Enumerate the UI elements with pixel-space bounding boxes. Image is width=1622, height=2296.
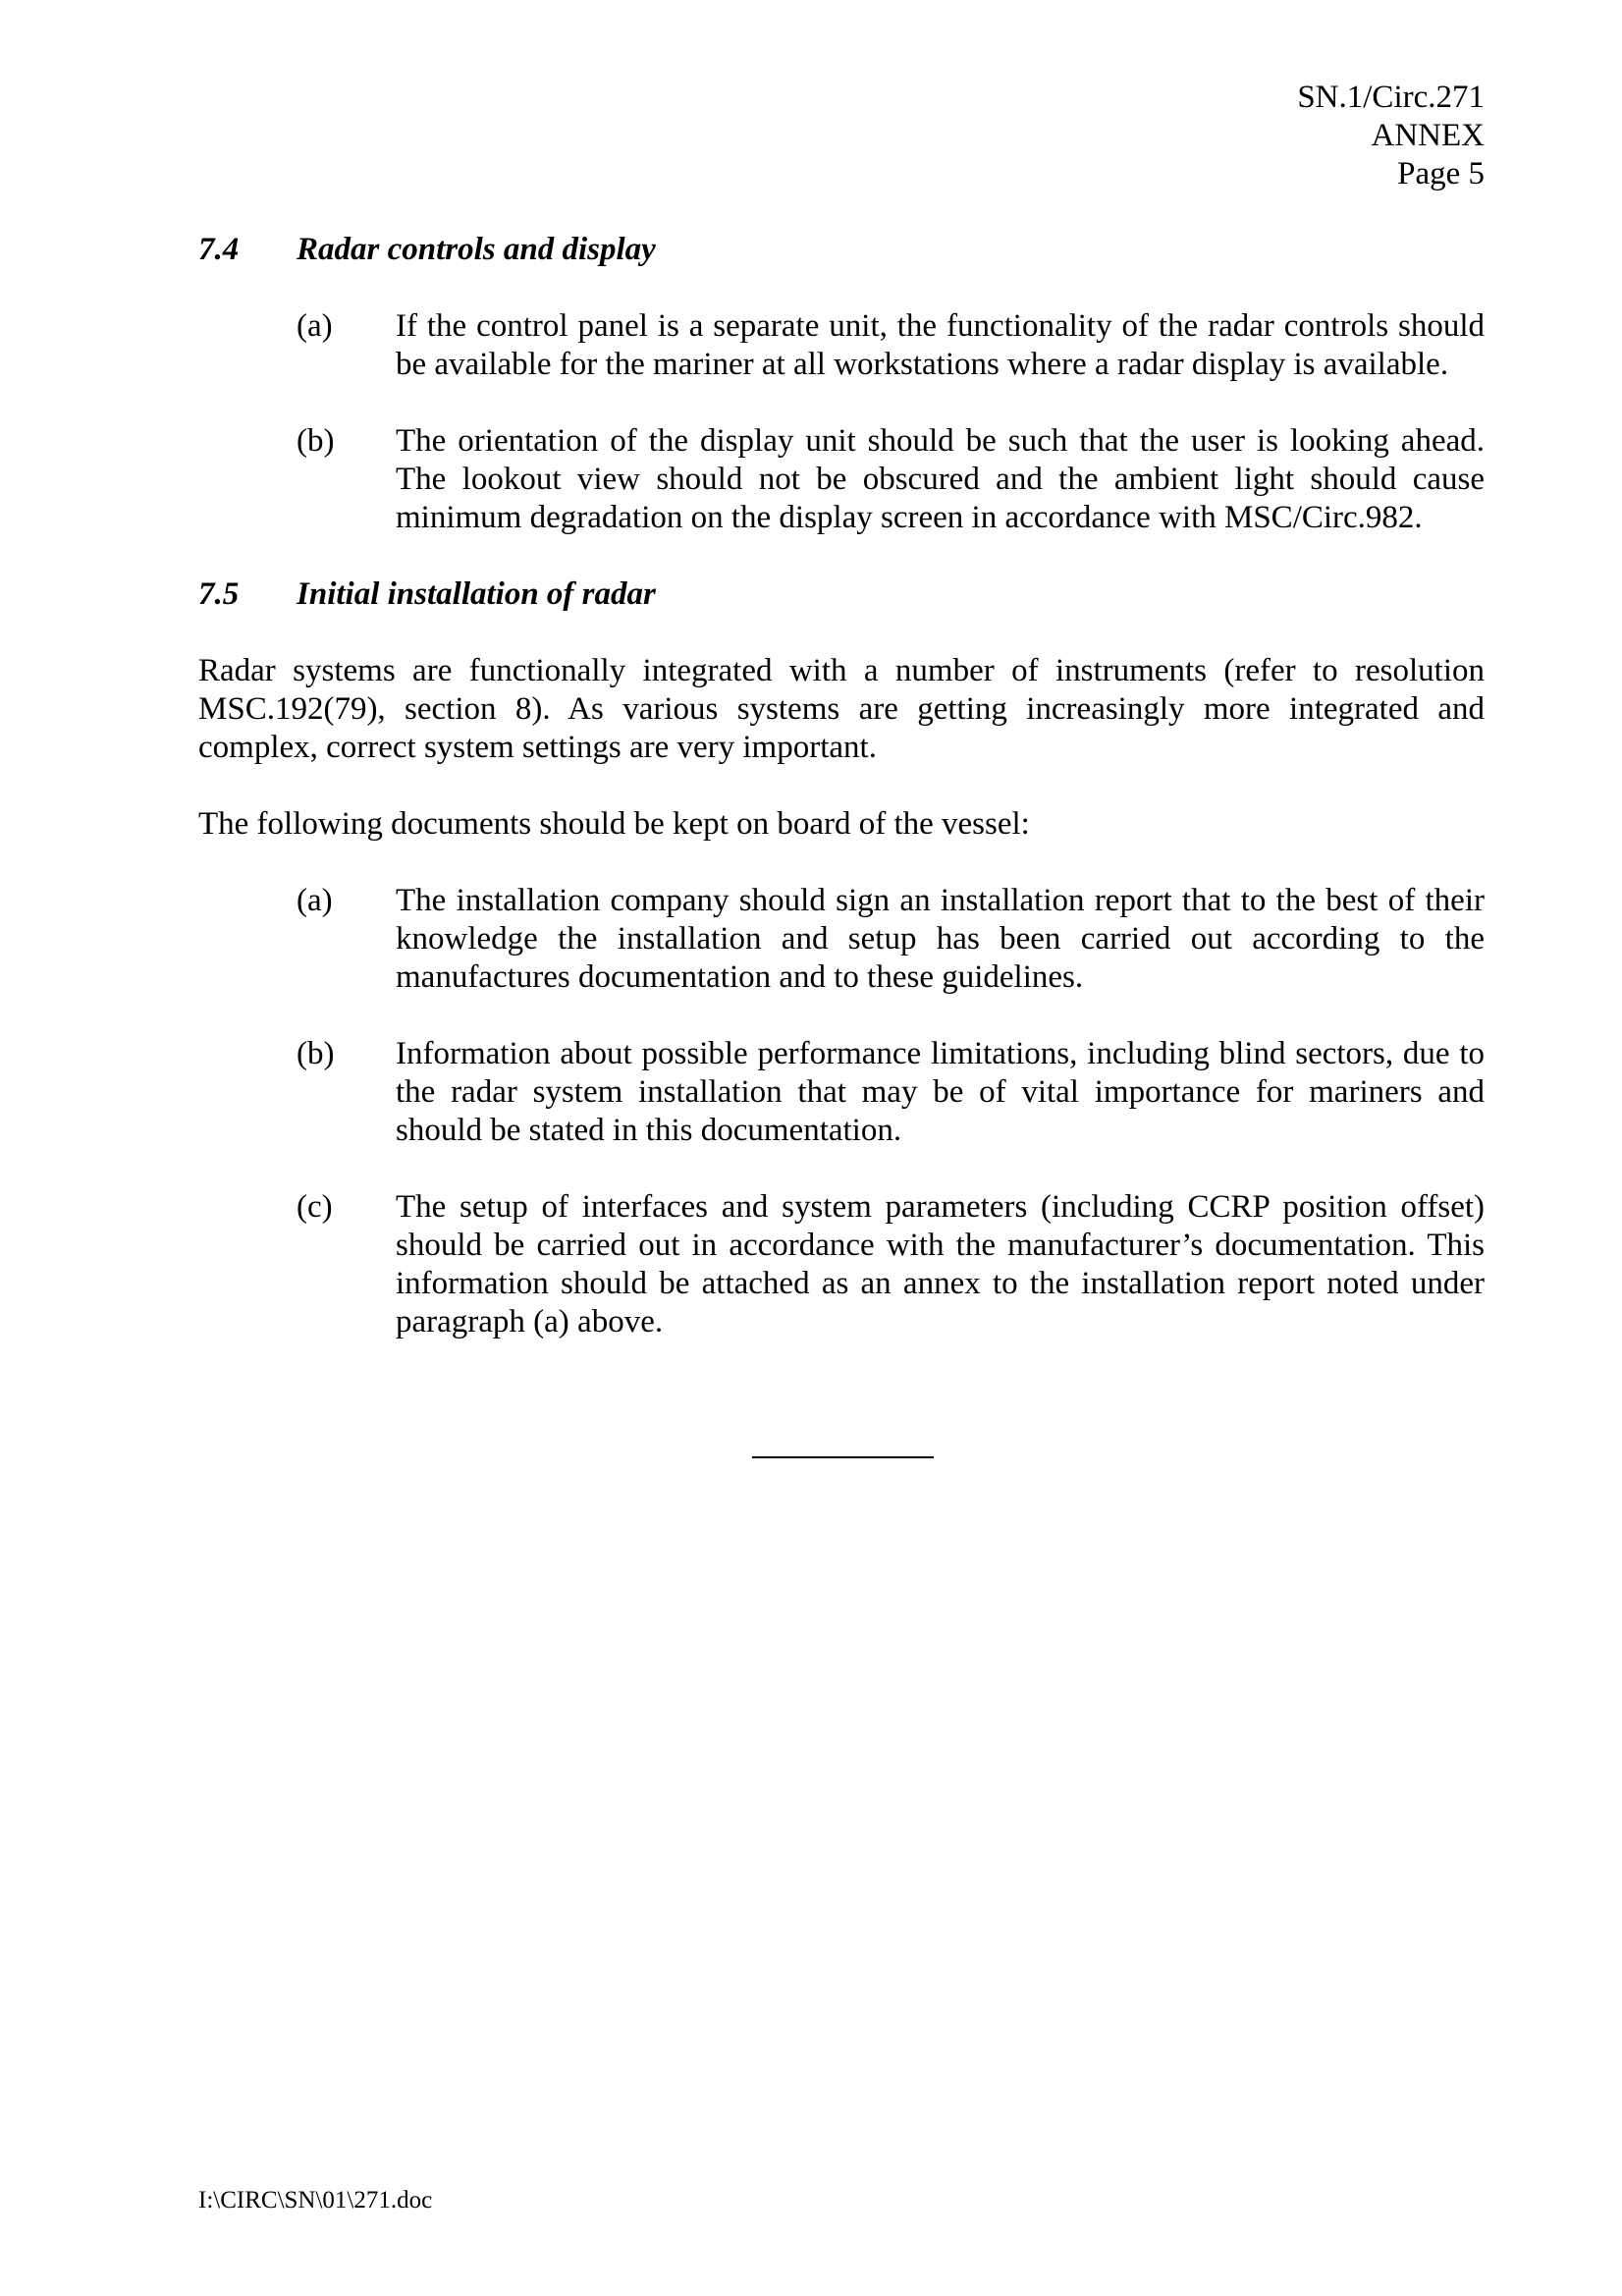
list-item <box>297 1035 1485 1150</box>
list-item <box>297 1188 1485 1341</box>
list-item-text: Information about possible performance limitations, including blind sectors, due to the radar system installation that may be of vital importance for mariners and should be stated in this documentation. <box>396 1036 1485 1148</box>
intro-paragraph: Radar systems are functionally integrated with a number of instruments (refer to resolution MSC.192(79), section 8). As various systems are getting increasingly more integrated and complex, correct system settings are very important. <box>198 653 1485 765</box>
section-title: Initial installation of radar <box>297 576 656 612</box>
annex-label: ANNEX <box>1371 118 1485 153</box>
list-item <box>297 422 1485 537</box>
list-item-text: The orientation of the display unit should be such that the user is looking ahead. The lookout view should not be obscured and the ambient light should cause minimum degradation on the display screen in accordance with MSC/Circ.982. <box>396 423 1485 535</box>
section-7-5-heading <box>198 575 1485 614</box>
section-7-4-heading <box>198 231 1485 269</box>
list-item-text: If the control panel is a separate unit, the functionality of the radar controls should be available for the mariner at all workstations where a radar display is available. <box>396 308 1485 382</box>
page-number: Page 5 <box>1397 156 1485 191</box>
list-item-label: (b) <box>297 1036 335 1071</box>
list-item-label: (a) <box>297 883 333 918</box>
section-title: Radar controls and display <box>297 232 656 267</box>
list-item <box>297 307 1485 384</box>
document-body <box>198 231 1485 1341</box>
list-item <box>297 882 1485 997</box>
list-item-label: (a) <box>297 308 333 344</box>
file-path-footer: I:\CIRC\SN\01\271.doc <box>198 2187 433 2214</box>
section-number: 7.4 <box>198 232 240 267</box>
document-reference: SN.1/Circ.271 <box>1297 80 1485 115</box>
page-header <box>1297 79 1485 193</box>
end-rule <box>752 1456 934 1458</box>
list-item-text: The installation company should sign an installation report that to the best of their knowledge the installation and setup has been carried out according to the manufactures documentation and to these guidelines. <box>396 883 1485 995</box>
lead-paragraph: The following documents should be kept on board of the vessel: <box>198 806 1030 842</box>
section-number: 7.5 <box>198 576 240 612</box>
list-item-label: (b) <box>297 423 335 459</box>
list-item-label: (c) <box>297 1189 333 1225</box>
list-item-text: The setup of interfaces and system parameters (including CCRP position offset) should be carried out in accordance with the manufacturer’s documentation. This information should be attached as an annex to the installation report noted under paragraph (a) above. <box>396 1189 1485 1339</box>
